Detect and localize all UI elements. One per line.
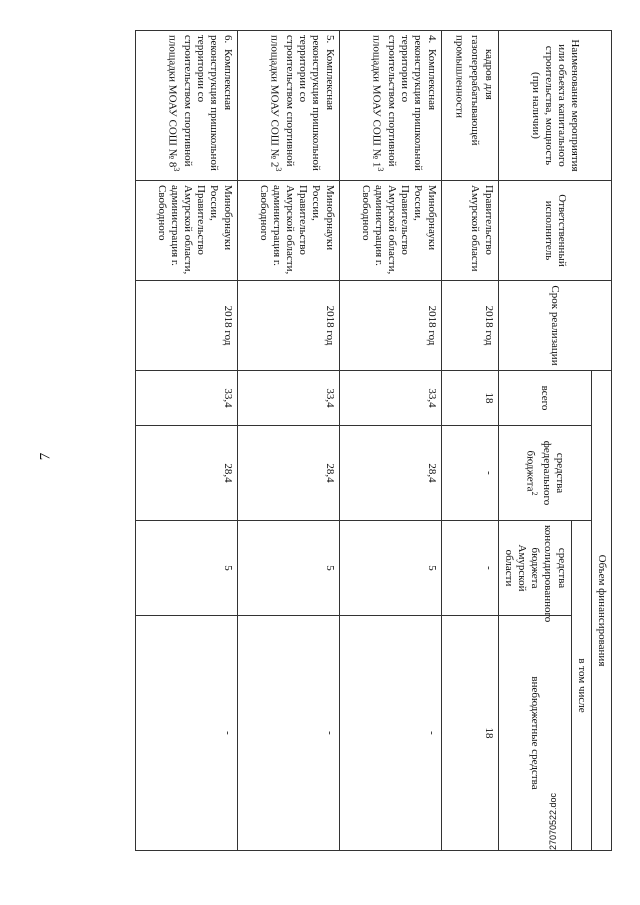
cell-period: 2018 год: [237, 281, 339, 371]
cell-total: 18: [441, 371, 498, 426]
cell-period: 2018 год: [441, 281, 498, 371]
row-number: 5.: [323, 35, 336, 44]
cell-name: [135, 31, 237, 181]
header-name: Наименование мероприятия или объекта капитального строительства, мощность (при наличии): [498, 31, 611, 181]
table-row: [339, 31, 441, 851]
header-including: в том числе: [571, 521, 591, 851]
cell-executor: Минобрнауки России, Правительство Амурской области, администрация г. Свободного: [237, 181, 339, 281]
cell-name: [441, 31, 498, 181]
header-extra: внебюджетные средства: [498, 616, 571, 851]
header-federal: средства федерального бюджета$^2$: [498, 426, 591, 521]
cell-total: 33,4: [237, 371, 339, 426]
cell-federal: -: [441, 426, 498, 521]
row-footnote: 3: [273, 167, 283, 172]
cell-federal: 28,4: [339, 426, 441, 521]
cell-period: 2018 год: [135, 281, 237, 371]
header-executor: Ответственный исполнитель: [498, 181, 611, 281]
page-number: 7: [37, 452, 54, 461]
cell-period: 2018 год: [339, 281, 441, 371]
cell-consolidated: 5: [237, 521, 339, 616]
cell-consolidated: 5: [339, 521, 441, 616]
table-row: [135, 31, 237, 851]
header-total: всего: [498, 371, 591, 426]
row-footnote: 3: [171, 167, 181, 172]
cell-executor: Минобрнауки России, Правительство Амурской области, администрация г. Свободного: [135, 181, 237, 281]
cell-federal: 28,4: [237, 426, 339, 521]
row-name: кадров для газоперерабатывающей промышленности: [453, 35, 495, 146]
rotated-table-container: [67, 30, 612, 850]
table-row: [441, 31, 498, 851]
cell-name: [339, 31, 441, 181]
row-number: 4.: [425, 35, 438, 44]
row-number: 6.: [221, 35, 234, 44]
cell-total: 33,4: [135, 371, 237, 426]
row-footnote: 3: [375, 167, 385, 172]
header-consolidated: средства консолидированного бюджета Амурской области: [498, 521, 571, 616]
row-name: Комплексная реконструкция пришкольной территории со строительством спортивной площадки МОАУ СОШ № 8: [166, 35, 234, 171]
cell-executor: Минобрнауки России, Правительство Амурской области, администрация г. Свободного: [339, 181, 441, 281]
cell-consolidated: 5: [135, 521, 237, 616]
footer-file-code: 27070522.doc: [548, 792, 558, 850]
row-name: Комплексная реконструкция пришкольной территории со строительством спортивной площадки МОАУ СОШ № 1: [370, 35, 438, 171]
header-period: Срок реализации: [498, 281, 611, 371]
cell-consolidated: -: [441, 521, 498, 616]
cell-extra: -: [237, 616, 339, 851]
header-funding: Объем финансирования: [591, 371, 611, 851]
cell-federal: 28,4: [135, 426, 237, 521]
cell-name: [237, 31, 339, 181]
table-row: [237, 31, 339, 851]
cell-extra: 18: [441, 616, 498, 851]
cell-extra: -: [135, 616, 237, 851]
row-name: Комплексная реконструкция пришкольной территории со строительством спортивной площадки МОАУ СОШ № 2: [268, 35, 336, 171]
cell-executor: Правительство Амурской области: [441, 181, 498, 281]
cell-total: 33,4: [339, 371, 441, 426]
cell-extra: -: [339, 616, 441, 851]
funding-table: [135, 30, 612, 851]
